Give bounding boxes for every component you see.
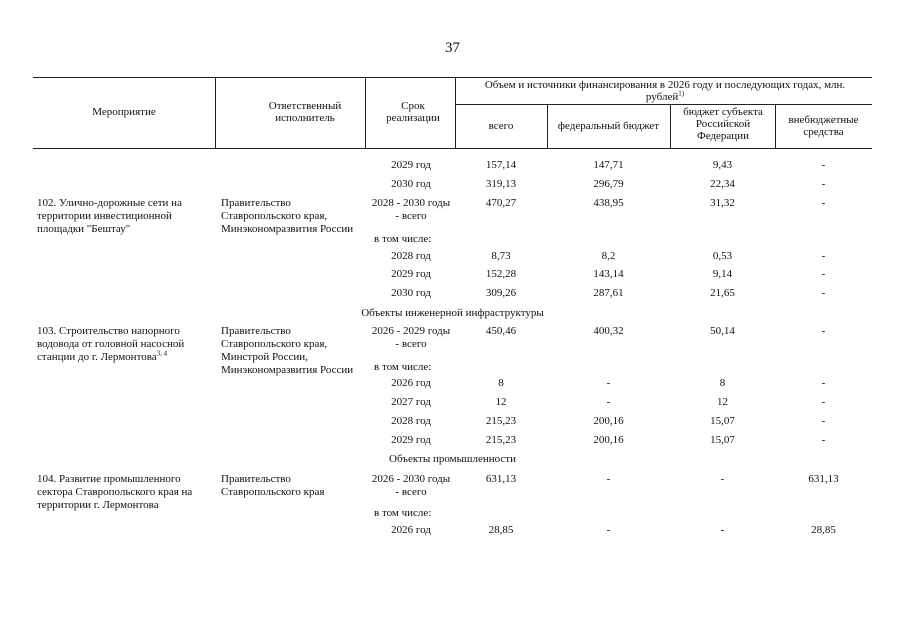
total-cell	[455, 159, 547, 172]
subject-cell	[670, 250, 775, 263]
total-cell	[455, 287, 547, 300]
federal-cell-text: 200,16	[593, 415, 624, 427]
federal-cell	[547, 287, 670, 300]
total-cell	[455, 377, 547, 390]
extra-cell-text: -	[821, 159, 826, 171]
term-cell-text: 2030 год	[391, 287, 431, 299]
federal-cell	[547, 325, 670, 338]
header-term: Срок реализации	[386, 100, 440, 124]
subject-cell-text: 9,14	[712, 268, 733, 280]
extra-cell	[775, 473, 872, 486]
extra-cell-text: -	[821, 377, 826, 389]
extra-cell-text: -	[821, 287, 826, 299]
term-cell	[370, 268, 452, 281]
header-financing	[468, 79, 862, 103]
total-cell-text: 157,14	[485, 159, 517, 171]
event-name-text: 102. Улично-дорожные сети на территории инвестиционной площадки "Бештау"	[37, 197, 182, 235]
term-cell-text: 2028 год	[391, 250, 431, 262]
subject-cell	[670, 377, 775, 390]
federal-cell-text: 147,71	[593, 159, 624, 171]
extra-cell-text: -	[821, 396, 826, 408]
term-cell	[370, 434, 452, 447]
extra-cell-text: -	[821, 250, 826, 262]
federal-cell	[547, 178, 670, 191]
extra-cell	[775, 178, 872, 191]
header-executor: Ответственный исполнитель	[268, 100, 342, 124]
term-cell-text: 2029 год	[391, 268, 431, 280]
total-cell-text: 8,73	[491, 250, 511, 262]
total-cell-text: 8	[498, 377, 504, 389]
term-cell	[370, 159, 452, 172]
federal-cell-text: 200,16	[593, 434, 624, 446]
subject-cell-text: 15,07	[710, 415, 735, 427]
federal-cell	[547, 377, 670, 390]
federal-cell-text: 143,14	[593, 268, 624, 280]
term-cell	[370, 524, 452, 537]
federal-cell-text: -	[606, 396, 611, 408]
page-number: 37	[445, 40, 460, 56]
subject-cell	[670, 325, 775, 338]
total-cell	[455, 325, 547, 338]
header-extra: внебюджетные средства	[788, 114, 859, 138]
total-cell-text: 470,27	[485, 197, 517, 209]
extra-cell-text: 631,13	[808, 473, 839, 485]
term-note: в том числе:	[374, 507, 432, 519]
total-cell	[455, 524, 547, 537]
extra-cell	[775, 415, 872, 428]
extra-cell	[775, 524, 872, 537]
subject-cell-text: -	[720, 473, 725, 485]
subject-cell	[670, 396, 775, 409]
total-cell	[455, 197, 547, 210]
extra-cell	[775, 325, 872, 338]
extra-cell-text: -	[821, 325, 826, 337]
total-cell-text: 319,13	[485, 178, 517, 190]
event-name-text: 103. Строительство напорного водовода от головной насосной станции до г. Лермонтова	[37, 325, 185, 363]
extra-cell-text: 28,85	[811, 524, 836, 536]
total-cell	[455, 396, 547, 409]
total-cell-text: 152,28	[485, 268, 517, 280]
subject-cell	[670, 287, 775, 300]
term-cell	[370, 377, 452, 390]
total-cell-text: 215,23	[485, 415, 517, 427]
federal-cell	[547, 396, 670, 409]
header-divider	[670, 104, 671, 148]
federal-cell	[547, 250, 670, 263]
executor-name-text: Правительство Ставропольского края, Минэкономразвития России	[221, 197, 354, 235]
term-cell	[370, 473, 452, 499]
total-cell-text: 215,23	[485, 434, 517, 446]
executor-name-text: Правительство Ставропольского края	[221, 473, 325, 498]
term-cell-text: 2029 год	[391, 434, 431, 446]
extra-cell	[775, 377, 872, 390]
term-cell	[370, 197, 452, 223]
federal-cell	[547, 473, 670, 486]
term-cell	[370, 325, 452, 351]
extra-cell	[775, 159, 872, 172]
term-cell-text: 2029 год	[391, 159, 431, 171]
section-heading: Объекты промышленности	[389, 453, 516, 465]
event-name-text: 104. Развитие промышленного сектора Ставропольского края на территории г. Лермонтова	[37, 473, 193, 511]
total-cell-text: 450,46	[485, 325, 517, 337]
total-cell	[455, 268, 547, 281]
event-name	[37, 473, 213, 512]
term-cell-text: 2028 год	[391, 415, 431, 427]
event-name	[37, 197, 213, 236]
executor-name	[221, 197, 363, 236]
subject-cell-text: 15,07	[710, 434, 735, 446]
subject-cell-text: 9,43	[712, 159, 733, 171]
subject-cell-text: 31,32	[710, 197, 735, 209]
subject-cell	[670, 159, 775, 172]
total-cell	[455, 178, 547, 191]
federal-cell-text: 438,95	[593, 197, 624, 209]
term-cell-text: 2030 год	[391, 178, 431, 190]
federal-cell-text: -	[606, 377, 611, 389]
total-cell	[455, 473, 547, 486]
header-divider	[455, 77, 456, 148]
header-event: Мероприятие	[92, 106, 156, 118]
extra-cell-text: -	[821, 434, 826, 446]
federal-cell-text: -	[606, 473, 611, 485]
term-note: в том числе:	[374, 233, 432, 245]
term-note: в том числе:	[374, 361, 432, 373]
federal-cell-text: 296,79	[593, 178, 624, 190]
term-cell	[370, 250, 452, 263]
executor-name	[221, 473, 363, 499]
federal-cell	[547, 415, 670, 428]
subject-cell	[670, 524, 775, 537]
term-cell	[370, 287, 452, 300]
header-subject: бюджет субъекта Российской Федерации	[683, 106, 763, 142]
subject-cell	[670, 197, 775, 210]
extra-cell	[775, 268, 872, 281]
subject-cell-text: 8	[719, 377, 726, 389]
total-cell-text: 12	[495, 396, 507, 408]
extra-cell-text: -	[821, 415, 826, 427]
header-divider	[365, 77, 366, 148]
term-cell	[370, 178, 452, 191]
term-cell-text: 2028 - 2030 годы - всего	[371, 197, 451, 222]
header-financing-footnote: 1)	[678, 89, 685, 98]
extra-cell-text: -	[821, 268, 826, 280]
section-heading: Объекты инженерной инфраструктуры	[361, 307, 544, 319]
federal-cell	[547, 524, 670, 537]
term-cell-text: 2026 год	[391, 377, 431, 389]
term-cell-text: 2026 год	[391, 524, 431, 536]
header-financing-text: Объем и источники финансирования в 2026 году и последующих годах, млн. рублей	[484, 79, 846, 103]
subject-cell-text: 12	[717, 396, 728, 408]
subject-cell-text: 21,65	[710, 287, 735, 299]
total-cell	[455, 415, 547, 428]
total-cell	[455, 434, 547, 447]
subject-cell-text: 22,34	[710, 178, 735, 190]
subject-cell-text: 50,14	[710, 325, 735, 337]
executor-name	[221, 325, 363, 377]
federal-cell	[547, 434, 670, 447]
extra-cell-text: -	[821, 197, 826, 209]
subject-cell	[670, 434, 775, 447]
event-name	[37, 325, 213, 364]
federal-cell	[547, 159, 670, 172]
header-federal: федеральный бюджет	[557, 120, 660, 132]
total-cell-text: 631,13	[485, 473, 517, 485]
total-cell-text: 28,85	[488, 524, 514, 536]
federal-cell-text: 400,32	[593, 325, 624, 337]
extra-cell	[775, 287, 872, 300]
event-footnote: 3, 4	[156, 349, 168, 358]
total-cell-text: 309,26	[485, 287, 517, 299]
federal-cell-text: -	[606, 524, 611, 536]
financing-subheader-rule	[455, 104, 872, 105]
subject-cell	[670, 268, 775, 281]
federal-cell-text: 8,2	[601, 250, 616, 262]
extra-cell	[775, 434, 872, 447]
subject-cell	[670, 473, 775, 486]
header-divider	[215, 77, 216, 148]
subject-cell	[670, 178, 775, 191]
extra-cell-text: -	[821, 178, 826, 190]
extra-cell	[775, 396, 872, 409]
subject-cell	[670, 415, 775, 428]
federal-cell	[547, 268, 670, 281]
term-cell-text: 2027 год	[391, 396, 431, 408]
federal-cell-text: 287,61	[593, 287, 624, 299]
executor-name-text: Правительство Ставропольского края, Минстрой России, Минэкономразвития России	[221, 325, 354, 376]
term-cell-text: 2026 - 2029 годы - всего	[371, 325, 451, 350]
header-bottom-rule	[33, 148, 872, 149]
table-top-rule	[33, 77, 872, 78]
term-cell	[370, 415, 452, 428]
extra-cell	[775, 250, 872, 263]
federal-cell	[547, 197, 670, 210]
term-cell-text: 2026 - 2030 годы - всего	[371, 473, 451, 498]
total-cell	[455, 250, 547, 263]
extra-cell	[775, 197, 872, 210]
subject-cell-text: 0,53	[712, 250, 733, 262]
subject-cell-text: -	[720, 524, 725, 536]
term-cell	[370, 396, 452, 409]
header-total: всего	[488, 120, 514, 132]
